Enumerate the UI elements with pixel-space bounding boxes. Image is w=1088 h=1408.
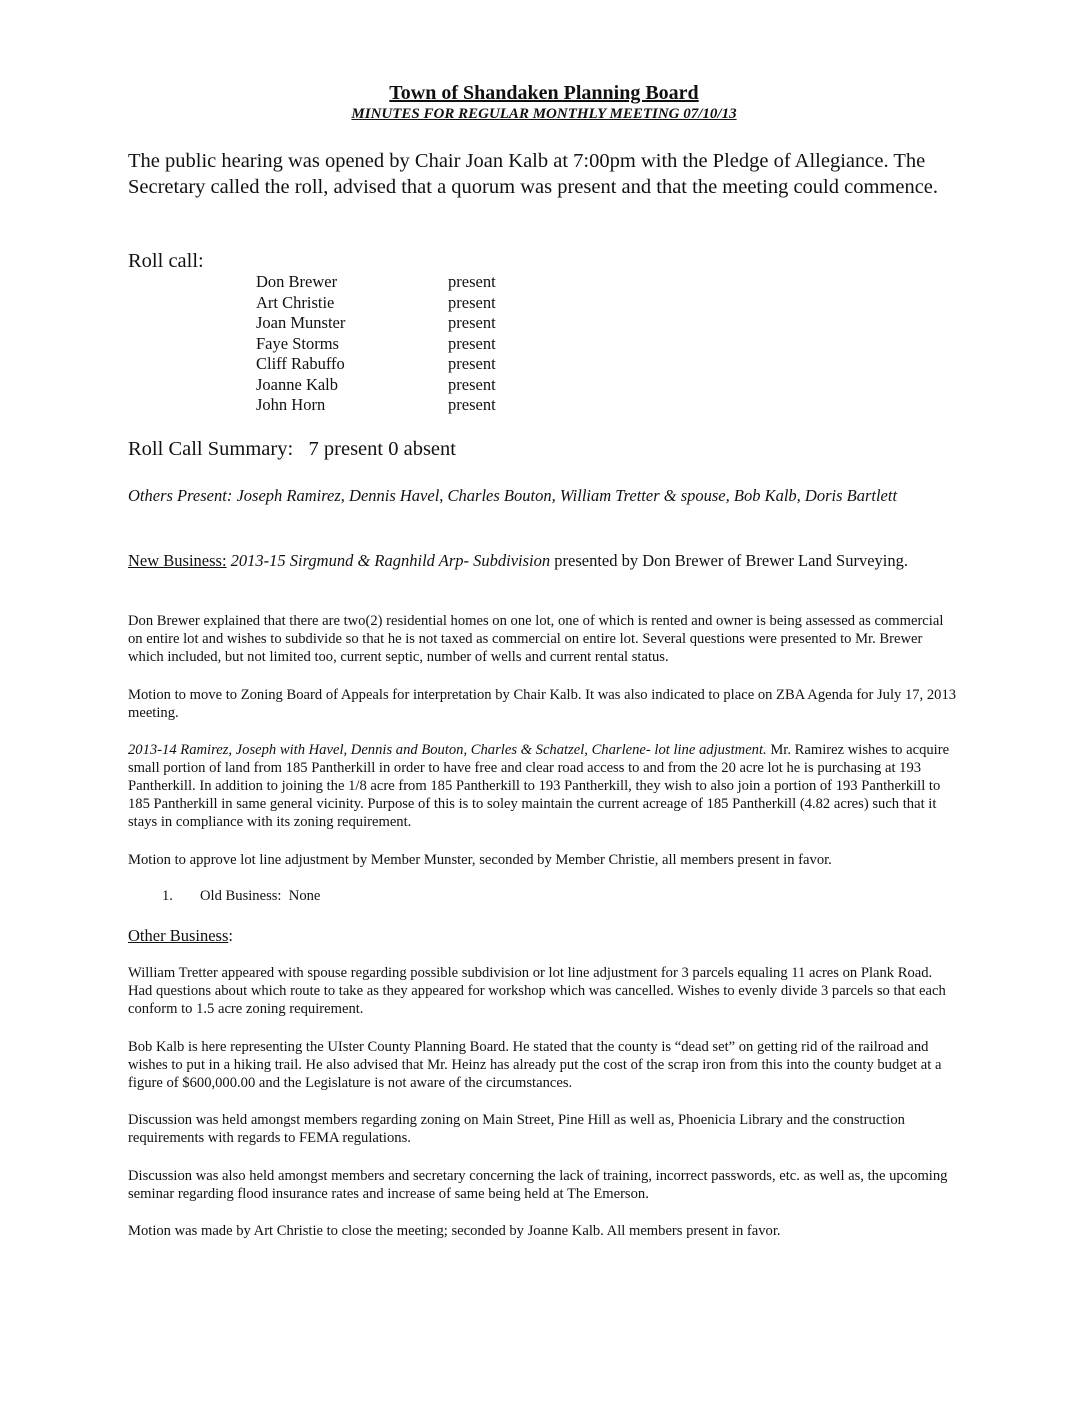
member-name: Joan Munster bbox=[256, 313, 346, 332]
member-status: present bbox=[448, 313, 496, 332]
new-business-paragraph-3 bbox=[128, 741, 958, 831]
roll-row bbox=[256, 313, 496, 334]
member-name: Cliff Rabuffo bbox=[256, 354, 345, 373]
list-number: 1. bbox=[162, 888, 173, 904]
member-status: present bbox=[448, 354, 496, 373]
other-business-colon: : bbox=[228, 926, 233, 945]
other-business-label: Other Business bbox=[128, 926, 229, 945]
new-business-item-title: 2013-15 Sirgmund & Ragnhild Arp- Subdivision bbox=[230, 551, 551, 570]
roll-row bbox=[256, 293, 496, 314]
roll-row bbox=[256, 334, 496, 355]
roll-row bbox=[256, 354, 496, 375]
other-business-paragraph-1: William Tretter appeared with spouse regarding possible subdivision or lot line adjustment for 3 parcels equaling 11 acres on Plank Road. Had questions about which route to take as they appeared for workshop which was cancelled. Wishes to evenly divide 3 parcels so that each conform to 1.5 acre zoning requirement. bbox=[128, 965, 946, 1017]
other-business-paragraph-2: Bob Kalb is here representing the UIster County Planning Board. He stated that the county is “dead set” on getting rid of the railroad and wishes to put in a hiking trail. He also advised that Mr. Heinz has already put the cost of the scrap iron from this into the county budget at a figure of $600,000.00 and the Legislature is not aware of the circumstances. bbox=[128, 1039, 942, 1091]
roll-call-list bbox=[256, 272, 496, 416]
other-business-paragraph-4: Discussion was also held amongst members and secretary concerning the lack of training, incorrect passwords, etc. as well as, the upcoming seminar regarding flood insurance rates and increase of same being held at The Emerson. bbox=[128, 1168, 948, 1202]
member-name: Faye Storms bbox=[256, 333, 339, 353]
roll-row bbox=[256, 395, 496, 416]
lot-line-item-text: Mr. Ramirez wishes to acquire small portion of land from 185 Pantherkill in order to have free and clear road access to and from the 20 acre lot he is purchasing at 193 Pantherkill. In addition to joining the 1/8 acre from 185 Pantherkill to 193 Pantherkill, they wish to also join a portion of 193 Pantherkill to 185 Pantherkill in same general vicinity. Purpose of this is to soley maintain the current acreage of 185 Pantherkill (4.82 acres) such that it stays in compliance with its zoning requirement. bbox=[128, 742, 950, 830]
roll-call-summary: Roll Call Summary: 7 present 0 absent bbox=[128, 438, 456, 460]
new-business-heading bbox=[128, 550, 948, 571]
new-business-item-rest: presented by Don Brewer of Brewer Land Surveying. bbox=[550, 551, 908, 570]
opening-paragraph: The public hearing was opened by Chair Joan Kalb at 7:00pm with the Pledge of Allegiance. The Secretary called the roll, advised that a quorum was present and that the meeting could commence. bbox=[128, 150, 939, 198]
member-name: John Horn bbox=[256, 395, 326, 414]
others-present: Others Present: Joseph Ramirez, Dennis Havel, Charles Bouton, William Tretter & spouse, Bob Kalb, Doris Bartlett bbox=[128, 486, 898, 505]
roll-row bbox=[256, 272, 496, 293]
new-business-paragraph-2: Motion to move to Zoning Board of Appeals for interpretation by Chair Kalb. It was also indicated to place on ZBA Agenda for July 17, 2013 meeting. bbox=[128, 687, 957, 721]
document-header bbox=[0, 81, 1088, 123]
new-business-paragraph-1: Don Brewer explained that there are two(2) residential homes on one lot, one of which is rented and owner is being assessed as commercial on entire lot and wishes to subdivide so that he is not taxed as commercial on entire lot. Several questions were presented to Mr. Brewer which included, but not limited too, current septic, number of wells and current rental status. bbox=[128, 613, 944, 665]
other-business-heading bbox=[128, 925, 948, 946]
member-status: present bbox=[448, 374, 496, 394]
closing-motion: Motion was made by Art Christie to close the meeting; seconded by Joanne Kalb. All members present in favor. bbox=[128, 1223, 781, 1239]
member-status: present bbox=[448, 292, 496, 312]
new-business-paragraph-4: Motion to approve lot line adjustment by Member Munster, seconded by Member Christie, all members present in favor. bbox=[128, 852, 832, 868]
member-status: present bbox=[448, 272, 496, 291]
lot-line-item-title: 2013-14 Ramirez, Joseph with Havel, Dennis and Bouton, Charles & Schatzel, Charlene- lot line adjustment. bbox=[128, 742, 767, 758]
member-status: present bbox=[448, 333, 496, 353]
document-title: Town of Shandaken Planning Board bbox=[389, 82, 699, 104]
member-status: present bbox=[448, 395, 496, 414]
other-business-paragraph-3: Discussion was held amongst members regarding zoning on Main Street, Pine Hill as well as, Phoenicia Library and the construction requirements with regards to FEMA regulations. bbox=[128, 1112, 905, 1146]
member-name: Don Brewer bbox=[256, 272, 338, 291]
document-subtitle: MINUTES FOR REGULAR MONTHLY MEETING 07/10/13 bbox=[351, 106, 737, 122]
new-business-label: New Business: bbox=[128, 551, 227, 570]
member-name: Art Christie bbox=[256, 292, 335, 312]
roll-call-label: Roll call: bbox=[128, 250, 204, 272]
roll-row bbox=[256, 375, 496, 396]
member-name: Joanne Kalb bbox=[256, 374, 339, 394]
old-business-list-item bbox=[162, 887, 320, 905]
old-business-text: Old Business: None bbox=[200, 888, 321, 904]
